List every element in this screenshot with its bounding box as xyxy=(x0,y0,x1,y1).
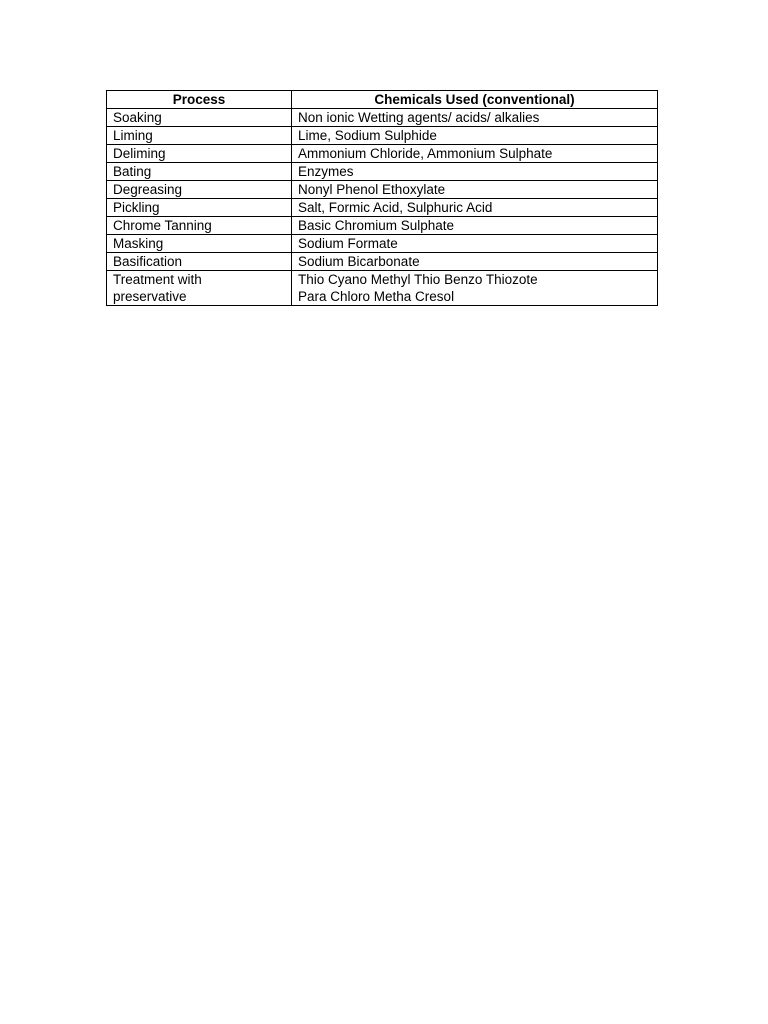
table-row xyxy=(107,199,658,217)
process-cell: Pickling xyxy=(107,199,292,217)
chemicals-cell: Thio Cyano Methyl Thio Benzo Thiozote Para Chloro Metha Cresol xyxy=(292,271,658,306)
chemicals-cell: Enzymes xyxy=(292,163,658,181)
process-cell: Treatment with preservative xyxy=(107,271,292,306)
chemicals-cell: Salt, Formic Acid, Sulphuric Acid xyxy=(292,199,658,217)
process-cell: Degreasing xyxy=(107,181,292,199)
table-row xyxy=(107,145,658,163)
table-row xyxy=(107,235,658,253)
table-row xyxy=(107,217,658,235)
process-cell: Masking xyxy=(107,235,292,253)
table-row xyxy=(107,181,658,199)
table-row xyxy=(107,271,658,306)
header-chemicals-used: Chemicals Used (conventional) xyxy=(292,91,658,109)
table-row xyxy=(107,109,658,127)
table-body xyxy=(107,109,658,306)
header-process: Process xyxy=(107,91,292,109)
process-cell: Bating xyxy=(107,163,292,181)
process-cell: Liming xyxy=(107,127,292,145)
process-chemicals-table xyxy=(106,90,658,306)
process-cell: Deliming xyxy=(107,145,292,163)
table-row xyxy=(107,163,658,181)
chemicals-cell: Lime, Sodium Sulphide xyxy=(292,127,658,145)
chemicals-cell: Ammonium Chloride, Ammonium Sulphate xyxy=(292,145,658,163)
table-row xyxy=(107,253,658,271)
chemicals-cell: Sodium Bicarbonate xyxy=(292,253,658,271)
process-cell: Basification xyxy=(107,253,292,271)
table-header-row xyxy=(107,91,658,109)
chemicals-cell: Basic Chromium Sulphate xyxy=(292,217,658,235)
process-cell: Soaking xyxy=(107,109,292,127)
table-row xyxy=(107,127,658,145)
chemicals-cell: Nonyl Phenol Ethoxylate xyxy=(292,181,658,199)
process-cell: Chrome Tanning xyxy=(107,217,292,235)
table-header xyxy=(107,91,658,109)
chemicals-cell: Non ionic Wetting agents/ acids/ alkalies xyxy=(292,109,658,127)
chemicals-cell: Sodium Formate xyxy=(292,235,658,253)
